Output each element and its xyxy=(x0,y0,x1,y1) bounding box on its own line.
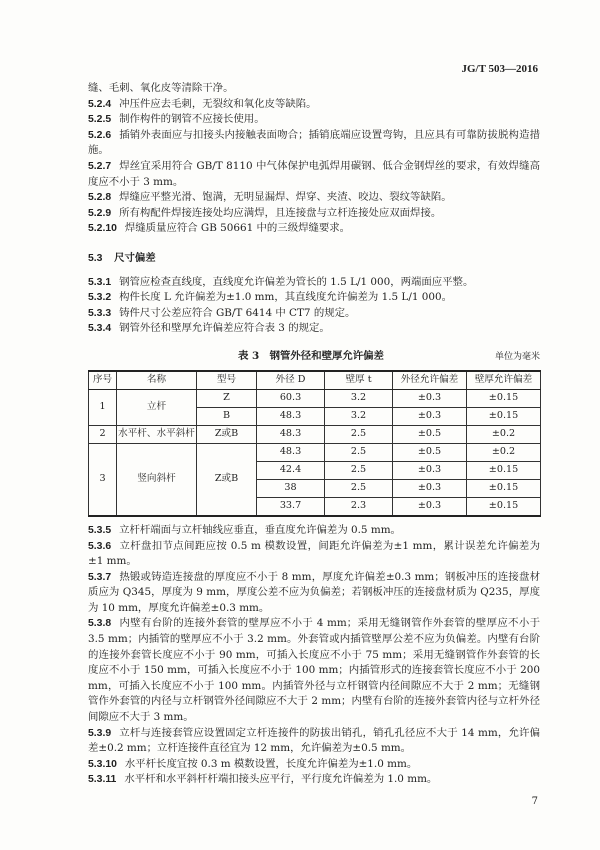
clause xyxy=(88,97,540,113)
table-cell: ±0.3 xyxy=(393,497,467,516)
clause-number: 5.2.10 xyxy=(88,223,117,235)
clause-text: 插销外表面应与扣接头内接触表面吻合；插销底端应设置弯钩，且应具有可靠防拔脱构造措施。 xyxy=(88,128,540,157)
table-cell: 2.3 xyxy=(325,497,393,516)
table-cell: 33.7 xyxy=(257,497,325,516)
table-cell: ±0.15 xyxy=(467,407,541,425)
table-cell: 2.5 xyxy=(325,479,393,497)
clause xyxy=(88,539,540,570)
table-cell: ±0.3 xyxy=(393,479,467,497)
table-cell: Z xyxy=(197,389,257,407)
clause-text: 内壁有台阶的连接外套管的壁厚应不小于 4 mm；采用无缝钢管作外套管的壁厚应不小于 3.5 mm；内插管的壁厚应不小于 3.2 mm。外套管或内插管壁厚公差不应为负偏差。内壁有台阶的连接外套管长度应不小于 90 mm，可插入长度应不小于 75 mm；采用无缝钢管作外套管的长度应不小于 150 mm，可插入长度应不小于 100 mm；内插管形式的连接套管长度应不小于 200 mm，可插入长度应不小于 100 mm。内插管外径与立杆钢管内径间隙应不大于 2 mm；无缝钢管作外套管的内径与立杆钢管外径间隙应不大于 2 mm；内壁有台阶的连接外套管内径与立杆外径间隙应不大于 3 mm。 xyxy=(88,617,540,724)
section-5-3-clauses-a xyxy=(88,275,540,337)
column-header: 名称 xyxy=(117,371,197,390)
clause xyxy=(88,321,540,337)
clause xyxy=(88,726,540,757)
clause-number: 5.3.8 xyxy=(88,618,112,630)
clause xyxy=(88,757,540,773)
clause xyxy=(88,290,540,306)
clause xyxy=(88,221,540,237)
clause xyxy=(88,306,540,322)
clause-text: 钢管应检查直线度，直线度允许偏差为管长的 1.5 L/1 000，两端面应平整。 xyxy=(119,275,474,288)
table-cell: 3.2 xyxy=(325,389,393,407)
table-cell: ±0.2 xyxy=(467,443,541,461)
clause-number: 5.3.5 xyxy=(88,524,112,536)
clause xyxy=(88,772,540,788)
column-header: 外径允许偏差 xyxy=(393,371,467,390)
section-5-2-clauses xyxy=(88,81,540,237)
table-unit: 单位为毫米 xyxy=(494,351,540,362)
clause-number: 5.3.2 xyxy=(88,292,112,304)
clause-number: 5.2.9 xyxy=(88,207,112,219)
clause-text: 铸件尺寸公差应符合 GB/T 6414 中 CT7 的规定。 xyxy=(119,306,356,319)
clause xyxy=(88,159,540,190)
clause-number: 5.3.3 xyxy=(88,307,112,319)
tolerance-table xyxy=(88,370,541,517)
clause-text: 制作构件的钢管不应接长使用。 xyxy=(119,113,265,126)
clause xyxy=(88,128,540,159)
table-cell: B xyxy=(197,407,257,425)
table-cell: ±0.15 xyxy=(467,389,541,407)
clause-number: 5.2.4 xyxy=(88,98,112,110)
table-cell: ±0.5 xyxy=(393,443,467,461)
table-cell: 2.5 xyxy=(325,443,393,461)
table-cell: 2.5 xyxy=(325,425,393,443)
table-cell: ±0.5 xyxy=(393,425,467,443)
clause-text: 焊缝应平整光滑、饱满，无明显漏焊、焊穿、夹渣、咬边、裂纹等缺陷。 xyxy=(119,191,452,204)
clause-text: 热锻或铸造连接盘的厚度应不小于 8 mm，厚度允许偏差±0.3 mm；钢板冲压的连接盘材质应为 Q345，厚度为 9 mm，厚度公差不应为负偏差；若钢板冲压的连接盘材质为 Q235，厚度为 10 mm，厚度允许偏差±0.3 mm。 xyxy=(88,570,540,614)
table-cell: 38 xyxy=(257,479,325,497)
clause-text: 冲压件应去毛刺，无裂纹和氧化皮等缺陷。 xyxy=(119,97,317,110)
column-header: 外径 D xyxy=(257,371,325,390)
table-cell: 48.3 xyxy=(257,443,325,461)
table-cell: ±0.15 xyxy=(467,497,541,516)
table-cell: 2.5 xyxy=(325,461,393,479)
clause xyxy=(88,190,540,206)
table-cell: Z或B xyxy=(197,443,257,516)
table-cell: ±0.15 xyxy=(467,479,541,497)
table-cell: 3 xyxy=(89,443,117,516)
table-row xyxy=(89,443,541,461)
table-title: 表 3 钢管外径和壁厚允许偏差 xyxy=(238,349,384,362)
column-header: 壁厚允许偏差 xyxy=(467,371,541,390)
table-cell: 60.3 xyxy=(257,389,325,407)
clause xyxy=(88,523,540,539)
clause-text: 水平杆长度宜按 0.3 m 模数设置，长度允许偏差为±1.0 mm。 xyxy=(124,757,418,770)
table-cell: 2 xyxy=(89,425,117,443)
clause-text: 立杆盘扣节点间距应按 0.5 m 模数设置，间距允许偏差为±1 mm，累计误差允许偏差为±1 mm。 xyxy=(88,539,540,568)
clause-text: 焊缝质量应符合 GB 50661 中的三级焊缝要求。 xyxy=(124,222,351,235)
table-caption xyxy=(88,347,540,362)
clause-number: 5.3.7 xyxy=(88,571,112,583)
clause-number: 5.3.10 xyxy=(88,758,117,770)
clause xyxy=(88,275,540,291)
clause-text: 缝、毛刺、氧化皮等清除干净。 xyxy=(88,82,234,94)
section-5-3-heading xyxy=(88,251,540,267)
column-header: 序号 xyxy=(89,371,117,390)
clause-text: 立杆与连接套管应设置固定立杆连接件的防拔出销孔，销孔孔径应不大于 14 mm，允许偏差±0.2 mm；立杆连接件直径宜为 12 mm，允许偏差为±0.5 mm。 xyxy=(88,726,540,755)
clause-text: 焊丝宜采用符合 GB/T 8110 中气体保护电弧焊用碳钢、低合金钢焊丝的要求，有效焊缝高度应不小于 3 mm。 xyxy=(88,159,540,188)
table-cell: ±0.2 xyxy=(467,425,541,443)
table-row xyxy=(89,425,541,443)
clause-text: 立杆杆端面与立杆轴线应垂直，垂直度允许偏差为 0.5 mm。 xyxy=(119,523,401,536)
clause-text: 构件长度 L 允许偏差为±1.0 mm，其直线度允许偏差为 1.5 L/1 000。 xyxy=(119,291,452,304)
table-cell: ±0.3 xyxy=(393,389,467,407)
clause-number: 5.2.6 xyxy=(88,129,112,141)
section-title: 尺寸偏差 xyxy=(114,251,156,264)
clause xyxy=(88,81,540,97)
clause-number: 5.2.5 xyxy=(88,114,112,126)
table-cell: ±0.3 xyxy=(393,407,467,425)
table-cell: 48.3 xyxy=(257,425,325,443)
table-cell: 3.2 xyxy=(325,407,393,425)
page-number: 7 xyxy=(531,796,538,807)
table-row xyxy=(89,389,541,407)
table-cell: 水平杆、水平斜杆 xyxy=(117,425,197,443)
table-cell: 1 xyxy=(89,389,117,425)
table-cell: 42.4 xyxy=(257,461,325,479)
clause-number: 5.2.8 xyxy=(88,192,112,204)
clause xyxy=(88,112,540,128)
table-cell: ±0.3 xyxy=(393,461,467,479)
clause-number: 5.2.7 xyxy=(88,160,112,172)
table-cell: Z或B xyxy=(197,425,257,443)
clause-number: 5.3.11 xyxy=(88,774,117,786)
clause-number: 5.3.6 xyxy=(88,540,112,552)
clause-number: 5.3.1 xyxy=(88,276,112,288)
clause xyxy=(88,206,540,222)
clause-number: 5.3.4 xyxy=(88,323,112,335)
clause xyxy=(88,570,540,617)
clause-text: 水平杆和水平斜杆杆端扣接头应平行，平行度允许偏差为 1.0 mm。 xyxy=(124,773,438,786)
table-cell: 立杆 xyxy=(117,389,197,425)
clause-number: 5.3.9 xyxy=(88,727,112,739)
clause-text: 所有构配件焊接连接处均应满焊，且连接盘与立杆连接处应双面焊接。 xyxy=(119,206,442,219)
column-header: 型号 xyxy=(197,371,257,390)
clause xyxy=(88,616,540,725)
table-header-row xyxy=(89,371,541,390)
column-header: 壁厚 t xyxy=(325,371,393,390)
standard-number: JG/T 503—2016 xyxy=(461,63,538,75)
section-5-3-clauses-b xyxy=(88,523,540,788)
table-cell: ±0.15 xyxy=(467,461,541,479)
page-body xyxy=(88,0,540,847)
table-cell: 竖向斜杆 xyxy=(117,443,197,516)
clause-text: 钢管外径和壁厚允许偏差应符合表 3 的规定。 xyxy=(119,322,330,335)
table-cell: 48.3 xyxy=(257,407,325,425)
section-number: 5.3 xyxy=(88,252,103,264)
